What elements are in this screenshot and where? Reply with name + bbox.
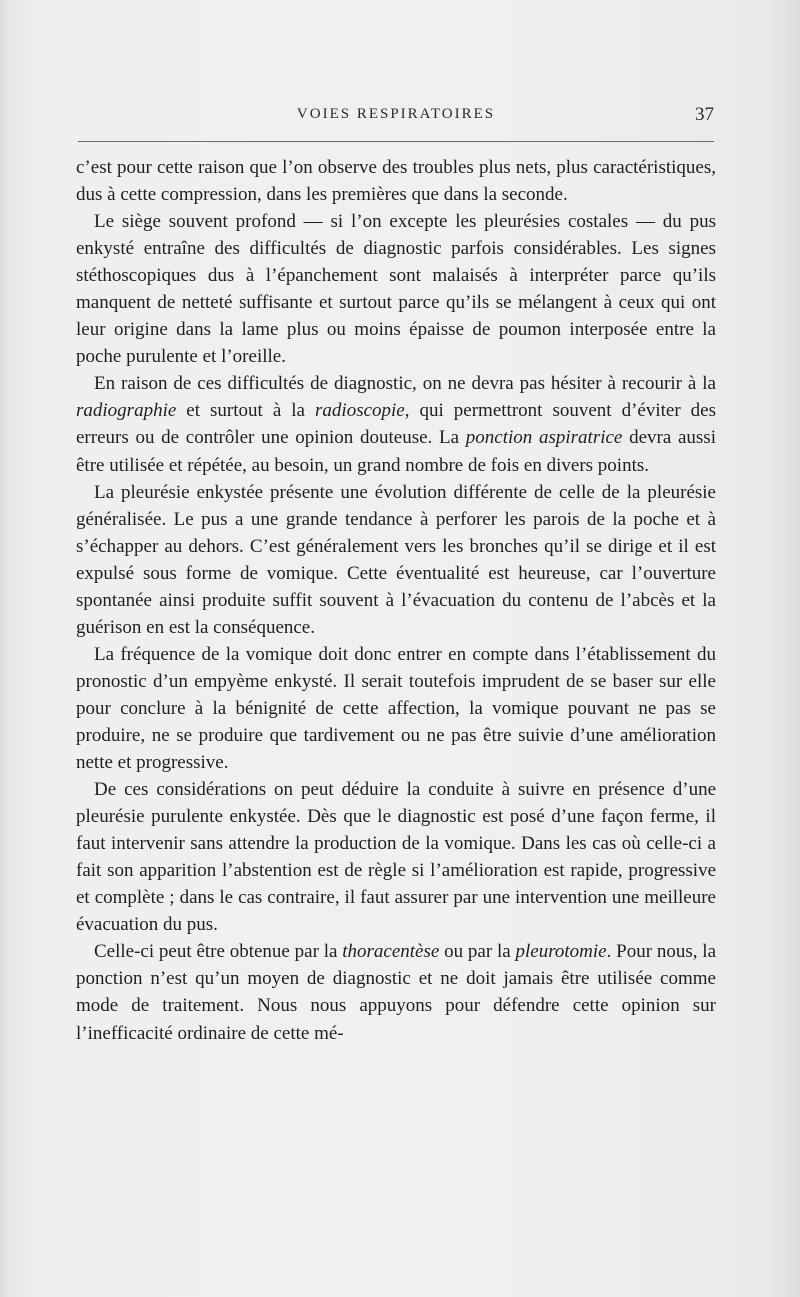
text-run: , qui permettront souvent d’éviter des erreurs ou de contrôler une opinion douteuse. La — [76, 400, 716, 449]
italic-term: pleurotomie — [515, 941, 607, 963]
header-rule — [78, 141, 714, 142]
page-number: 37 — [695, 104, 714, 125]
text-run: et surtout à la — [176, 400, 316, 422]
paragraph — [76, 208, 716, 370]
italic-term: radiographie — [76, 400, 177, 422]
paragraph — [76, 370, 716, 478]
paragraph — [76, 479, 716, 641]
text-run: Celle-ci peut être obtenue par la — [94, 941, 343, 963]
paragraph — [76, 641, 716, 776]
text-run: La pleurésie enkystée présente une évolution différente de celle de la pleurésie généralisée. Le pus a une grande tendance à perforer les parois de la poche et à s’échapper au dehors. C’est généralement vers les bronches qu’il se dirige et il est expulsé sous forme de vomique. Cette éventualité est heureuse, car l’ouverture spontanée ainsi produite suffit souvent à l’évacuation du contenu de l’abcès et la guérison en est la conséquence. — [76, 481, 716, 638]
running-title: VOIES RESPIRATOIRES — [296, 106, 496, 122]
text-run: . Pour nous, la ponction n’est qu’un moyen de diagnostic et ne doit jamais être utilisée comme mode de traitement. Nous nous appuyons pour défendre cette opinion sur l’inefficacité ordinaire de cette mé- — [76, 941, 717, 1044]
text-run: La fréquence de la vomique doit donc entrer en compte dans l’établissement du pronostic d’un empyème enkysté. Il serait toutefois imprudent de se baser sur elle pour conclure à la bénignité de cette affection, la vomique pouvant ne pas se produire, ne se produire que tardivement ou ne pas être suivie d’une amélioration nette et progressive. — [76, 643, 716, 774]
body-text — [76, 154, 716, 1047]
text-run: devra aussi être utilisée et répétée, au besoin, un grand nombre de fois en divers points. — [76, 427, 716, 476]
text-run: De ces considérations on peut déduire la conduite à suivre en présence d’une pleurésie purulente enkystée. Dès que le diagnostic est posé d’une façon ferme, il faut intervenir sans attendre la production de la vomique. Dans les cas où celle-ci a fait son apparition l’abstention est de règle si l’amélioration est rapide, progressive et complète ; dans le cas contraire, il faut assurer par une intervention une meilleure évacuation du pus. — [76, 779, 716, 936]
paragraph — [76, 938, 716, 1046]
italic-term: ponction aspiratrice — [465, 427, 623, 449]
text-run: Le siège souvent profond — si l’on excepte les pleurésies costales — du pus enkysté entraîne des difficultés de diagnostic parfois considérables. Les signes stéthoscopiques dus à l’épanchement sont malaisés à interpréter parce qu’ils manquent de netteté suffisante et surtout parce qu’ils se mélangent à ceux qui ont leur origine dans la lame plus ou moins épaisse de poumon interposée entre la poche purulente et l’oreille. — [76, 211, 716, 368]
text-run: En raison de ces difficultés de diagnostic, on ne devra pas hésiter à recourir à la — [94, 373, 716, 395]
paragraph — [76, 154, 716, 208]
text-run: ou par la — [439, 941, 516, 963]
italic-term: radioscopie — [315, 400, 405, 422]
running-header — [78, 106, 714, 130]
paragraph — [76, 776, 716, 938]
text-run: c’est pour cette raison que l’on observe des troubles plus nets, plus caractéristiques, dus à cette compression, dans les premières que dans la seconde. — [76, 157, 716, 206]
italic-term: thoracentèse — [342, 941, 440, 963]
